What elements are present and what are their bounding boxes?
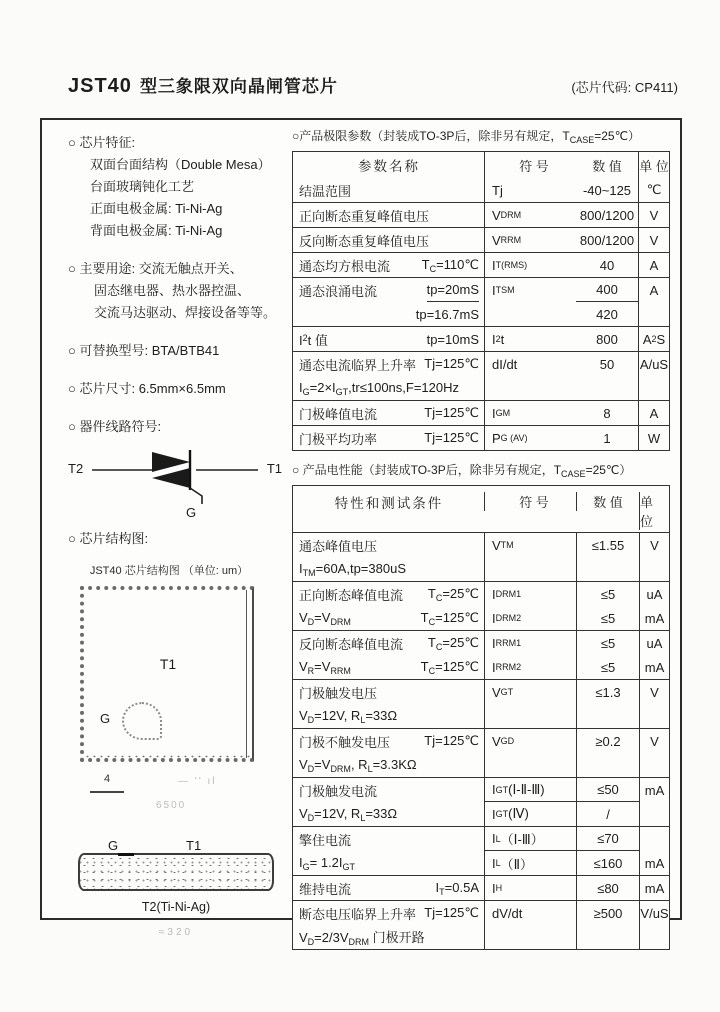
param-unit: V/uS [639,901,669,925]
param-value: 800/1200 [579,232,635,248]
param-unit [639,802,669,826]
param-unit: ℃ [638,178,669,202]
param-symbol: V TM [484,533,576,557]
param-unit [639,827,669,851]
page-title [68,72,338,98]
table-row [293,729,669,778]
column-header: 数 值 [576,492,639,511]
uses-line: 固态继电器、热水器控温、 [94,283,251,298]
param-value [576,557,639,581]
param-unit [639,925,669,949]
param-symbol: I DRM1 [484,582,576,606]
terminal-label-t2: T2 [68,461,84,476]
table-row [293,278,669,327]
param-name: 维持电流 $I_T=0.5A$ [299,879,479,897]
column-header: 数 值 [592,158,622,174]
param-symbol [484,376,576,400]
param-name: $I^2t$ 值 tp=10mS [299,331,479,348]
electrical-params-table [292,460,670,950]
param-value: ≥500 [576,901,639,925]
table-row [293,228,669,253]
param-value: ≤160 [576,851,639,875]
table-row [293,426,669,450]
param-value [576,925,639,949]
table-row [293,827,669,876]
table-row [293,778,669,827]
param-unit: V [638,228,669,252]
param-unit: A/uS [638,352,669,376]
param-unit: A [638,278,669,302]
param-name: $V_D=12V$, $R_L=33\Omega$ [299,707,398,725]
param-value: ≤5 [576,606,639,630]
param-value: ≤80 [576,876,639,900]
column-header: 符 号 [484,152,576,178]
table-header-row [293,152,669,178]
param-symbol: I L （Ⅱ） [484,851,576,875]
param-name: $I_G=2\times I_{GT},tr\le 100ns,F=120Hz$ [299,379,460,397]
faint-dimension: — '' ıl [178,776,217,787]
param-value: ≤1.55 [576,533,639,557]
table-caption: ○ 产品电性能（封装成TO-3P后，除非另有规定，$T_{CASE}=25℃$） [292,463,632,479]
table-row [293,178,669,203]
param-symbol: Tj [484,178,576,202]
gate-label: G [186,505,197,520]
left-column [68,132,290,944]
param-name: 结温范围 [299,183,352,199]
param-name: $I_{TM}=60A,tp=380uS$ [299,560,406,578]
param-name: 反向断态峰值电流 $T_C=25℃$ [299,634,479,652]
param-name: 门极触发电压 [299,685,378,701]
param-value [576,753,639,777]
section-g-label: G [108,838,119,853]
param-name: $V_R=V_{RRM}$ $T_C=125℃$ [299,658,479,676]
uses-line: 交流马达驱动、焊接设备等等。 [94,305,277,320]
param-name: 擎住电流 [299,832,352,848]
chip-code: (芯片代码: CP411) [571,80,678,95]
param-value: 40 [599,257,615,273]
param-symbol: I 2 t [484,327,576,351]
param-value: 400 [576,278,638,302]
param-name: $V_D=2/3V_{DRM}$ 门极开路 [299,930,425,947]
param-value: ≤5 [576,631,639,655]
features-list [90,154,290,242]
param-name: 断态电压临界上升率 Tj=125℃ [299,905,479,922]
param-name: 通态浪涌电流 tp=20mS [293,278,484,302]
features-heading: ○ 芯片特征: [68,135,136,150]
gate-region [122,702,162,740]
param-name: 正向断态重复峰值电压 [299,208,430,224]
title-text: 型三象限双向晶闸管芯片 [139,77,338,96]
table-row [293,203,669,228]
table-row [293,401,669,426]
table-row [293,327,669,352]
param-unit: uA [639,582,669,606]
param-symbol [484,302,576,326]
content-frame [40,118,682,947]
thickness-dimension: ≈320 [158,927,194,938]
param-value: 8 [603,405,611,421]
structure-heading: ○ 芯片结构图: [68,531,149,546]
param-value: ≤1.3 [576,680,639,704]
param-name: 通态电流临界上升率 Tj=125℃ [299,356,479,373]
param-symbol: dI/dt [484,352,576,376]
param-symbol: dV/dt [484,901,576,925]
column-header: 符 号 [484,492,576,511]
param-name: $I_G= 1.2I_{GT}$ [299,854,356,872]
uses-line: ○ 主要用途: 交流无触点开关、 [68,261,243,276]
params-grid [292,151,670,451]
param-symbol: V DRM [484,203,576,227]
param-value: ≤5 [576,655,639,679]
param-name: 门极峰值电流 Tj=125℃ [299,405,479,422]
table-row [293,680,669,729]
scale-bar [90,768,290,793]
model-number: JST40 [68,75,132,97]
param-symbol [484,704,576,728]
table-row [293,533,669,582]
param-unit: mA [639,876,669,900]
param-symbol: I RRM1 [484,631,576,655]
chip-figure-title: JST40 芯片结构图 （单位: um） [89,565,249,577]
param-symbol: V GD [484,729,576,753]
param-unit: mA [639,778,669,802]
param-symbol: I L （Ⅰ-Ⅲ） [484,827,576,851]
column-header: 参数名称 [358,159,420,174]
param-symbol: I RRM2 [484,655,576,679]
param-symbol: I GT (Ⅳ) [484,802,576,826]
page-header [68,72,678,98]
right-column [292,126,670,950]
table-row [293,631,669,680]
width-dimension: 6500 [156,800,187,811]
table-header-row [293,486,669,533]
params-grid [292,485,670,950]
param-unit [639,753,669,777]
param-value: ≥0.2 [576,729,639,753]
feature-item: 正面电极金属: Ti-Ni-Ag [90,201,223,216]
param-name: 通态均方根电流 $T_C=110℃$ [299,256,479,274]
table-row [293,253,669,278]
param-symbol: I H [484,876,576,900]
chip-t1-label: T1 [159,655,177,672]
table-row [293,582,669,631]
triac-symbol-figure [68,446,282,524]
stipple-band [84,754,252,760]
param-value: 1 [603,430,611,446]
limit-params-table [292,126,670,451]
feature-item: 台面玻璃钝化工艺 [90,179,195,194]
uses-block [68,258,290,324]
param-unit: A 2 S [638,327,669,351]
param-unit [638,302,669,326]
chip-size: ○ 芯片尺寸: 6.5mm×6.5mm [68,381,226,396]
param-symbol: I GT (Ⅰ-Ⅱ-Ⅲ) [484,778,576,802]
table-row [293,876,669,901]
param-unit: W [638,426,669,450]
param-symbol: V GT [484,680,576,704]
param-symbol: I DRM2 [484,606,576,630]
param-symbol [484,753,576,777]
param-unit: V [639,729,669,753]
param-unit [638,376,669,400]
param-symbol [484,557,576,581]
param-symbol: P G (AV) [484,426,576,450]
param-value: 800/1200 [579,207,635,223]
chip-structure-block [68,528,290,944]
param-name: $V_D=12V$, $R_L=33\Omega$ [299,805,398,823]
column-header: 单 位 [638,152,669,178]
param-value: ≤5 [576,582,639,606]
param-symbol: V RRM [484,228,576,252]
replacement-models: ○ 可替换型号: BTA/BTB41 [68,343,220,358]
table-row [293,352,669,401]
param-unit [639,704,669,728]
param-unit: mA [639,606,669,630]
param-symbol [484,925,576,949]
param-unit: mA [639,851,669,875]
table-row [293,901,669,949]
param-name: 反向断态重复峰值电压 [299,233,430,249]
param-symbol: I TSM [484,278,576,302]
param-symbol: I T(RMS) [484,253,576,277]
param-name: 门极触发电流 [299,783,378,799]
cross-section-figure [78,835,274,944]
param-name: $V_D=V_{DRM}$ $T_C=125℃$ [299,609,479,627]
param-unit: A [638,401,669,425]
param-value: 800 [596,331,618,347]
param-value: 420 [596,306,618,322]
column-header: 单 位 [639,492,669,530]
feature-item: 背面电极金属: Ti-Ni-Ag [90,223,223,238]
param-value: / [576,802,639,826]
chip-top-view-figure [80,586,254,762]
table-caption: ○产品极限参数（封装成TO-3P后，除非另有规定，$T_{CASE}=25℃$） [292,129,641,145]
gate-electrode-tick [118,853,134,856]
chip-g-label: G [100,711,111,726]
chip-slab [78,853,274,891]
param-name: 门极不触发电压 Tj=125℃ [299,733,479,750]
param-value: -40~125 [582,182,632,198]
param-name: 正向断态峰值电流 $T_C=25℃$ [299,585,479,603]
param-unit: mA [639,655,669,679]
param-unit [639,557,669,581]
param-unit: V [639,680,669,704]
param-name: 门极平均功率 Tj=125℃ [299,430,479,447]
edge-line [246,590,247,758]
param-name: tp=16.7mS [415,306,479,322]
feature-item: 双面台面结构（Double Mesa） [90,157,271,172]
param-name: $V_D=V_{DRM}$, $R_L=3.3K\Omega$ [299,756,417,774]
param-symbol: I GM [484,401,576,425]
column-header: 特性和测试条件 [334,496,444,511]
param-value: ≤70 [576,827,639,851]
param-value [576,376,638,400]
param-value [576,704,639,728]
terminal-label-t1: T1 [266,461,282,476]
param-unit: uA [639,631,669,655]
param-value: ≤50 [576,778,639,802]
scale-value: 4 [90,768,124,793]
param-unit: A [638,253,669,277]
section-t2-label: T2(Ti-Ni-Ag) [141,900,211,914]
circuit-symbol-heading: ○ 器件线路符号: [68,419,162,434]
triac-symbol-icon [68,446,282,524]
param-name: 通态峰值电压 [299,538,378,554]
param-unit: V [639,533,669,557]
param-unit: V [638,203,669,227]
section-t1-label: T1 [186,838,202,853]
param-value: 50 [599,356,615,372]
